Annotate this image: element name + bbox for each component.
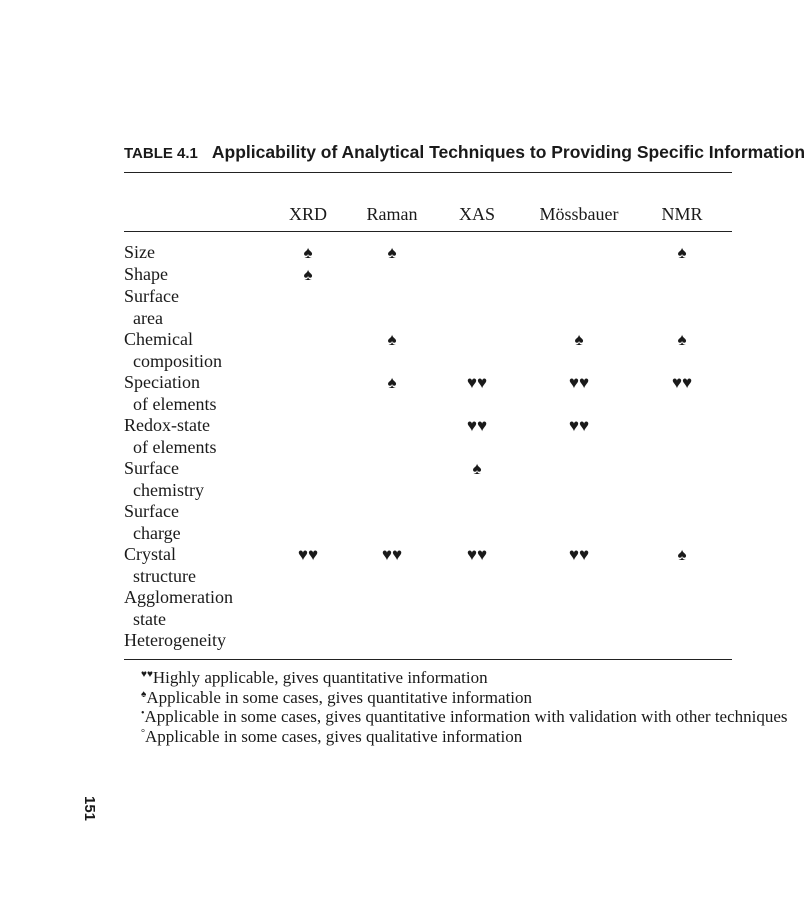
table-row [0,630,732,673]
row-label-line: Agglomeration [124,587,233,607]
row-label-line: Surface [124,458,179,478]
row-label [124,501,181,544]
footnote-symbol: ♠ [141,688,147,700]
table-cell: ♥♥ [466,416,488,435]
table-cell: ♠ [303,265,313,284]
row-label-line: Speciation [124,372,200,392]
row-label [124,286,179,329]
row-label [124,544,196,587]
table-row [0,329,732,372]
footnote-text: Highly applicable, gives quantitative information [152,668,488,687]
row-label-line: charge [133,522,181,543]
footnote [141,688,788,708]
footnotes [141,668,788,746]
table-row [0,458,732,501]
row-label [124,372,216,415]
row-label-line: Redox-state [124,415,210,435]
row-label-line: composition [133,350,222,371]
header-rule [124,231,732,232]
table-cell: ♥♥ [568,545,590,564]
row-label-line: chemistry [133,479,204,500]
column-header: NMR [661,204,703,224]
table-cell: ♥♥ [466,373,488,392]
row-label-line: Size [124,242,155,262]
footnote-symbol: ♥♥ [141,669,153,680]
column-header: XRD [288,204,328,224]
row-label [124,415,216,458]
table-cell: ♠ [387,373,397,392]
row-label-line: Crystal [124,544,176,564]
footnote-text: Applicable in some cases, gives quantitative information with validation with other techniques [144,707,788,727]
footnote-text: Applicable in some cases, gives quantitative information [146,687,533,707]
table-label: TABLE 4.1 [124,145,198,162]
table-cell: ♥♥ [466,545,488,564]
row-label-line: of elements [133,436,217,457]
table-title: Applicability of Analytical Techniques to Providing Specific Information [211,142,805,162]
table-cell: ♥♥ [381,545,403,564]
footnote-text: Applicable in some cases, gives qualitative information [145,726,523,746]
footnote [141,727,788,747]
row-label [124,458,204,501]
table-row [0,544,732,587]
table-cell: ♠ [303,243,313,262]
table-cell: ♥♥ [297,545,319,564]
column-header: XAS [458,204,496,224]
row-label-line: Surface [124,501,179,521]
bottom-rule [124,659,732,660]
row-label-line: Heterogeneity [124,630,226,650]
footnote-symbol: ° [141,727,145,739]
row-label-line: of elements [133,393,217,414]
row-label-line: state [133,608,166,629]
row-label-line: Chemical [124,329,193,349]
footnote [141,707,788,727]
table-cell: ♠ [472,459,482,478]
row-label [124,329,222,372]
table-cell: ♠ [387,330,397,349]
table-row [0,587,732,630]
row-label-line: Shape [124,264,168,284]
row-label-line: area [133,307,163,328]
table-row [0,372,732,415]
row-label [124,242,155,264]
table-cell: ♥♥ [671,373,693,392]
top-rule [124,172,732,173]
column-header: Mössbauer [539,204,619,224]
row-label [124,630,226,652]
row-label [124,264,168,286]
row-label-line: Surface [124,286,179,306]
table-row [0,501,732,544]
footnote-symbol: • [141,708,145,720]
table-cell: ♥♥ [568,373,590,392]
table-cell: ♠ [574,330,584,349]
page-number: 151 [81,796,98,822]
table-row [0,415,732,458]
footnote [141,668,788,688]
row-label-line: structure [133,565,196,586]
table-cell: ♠ [677,243,687,262]
table-caption [124,142,805,163]
table-cell: ♠ [677,330,687,349]
table-cell: ♠ [387,243,397,262]
table-cell: ♠ [677,545,687,564]
row-label [124,587,233,630]
table-cell: ♥♥ [568,416,590,435]
table-row [0,286,732,329]
column-header: Raman [366,204,418,224]
